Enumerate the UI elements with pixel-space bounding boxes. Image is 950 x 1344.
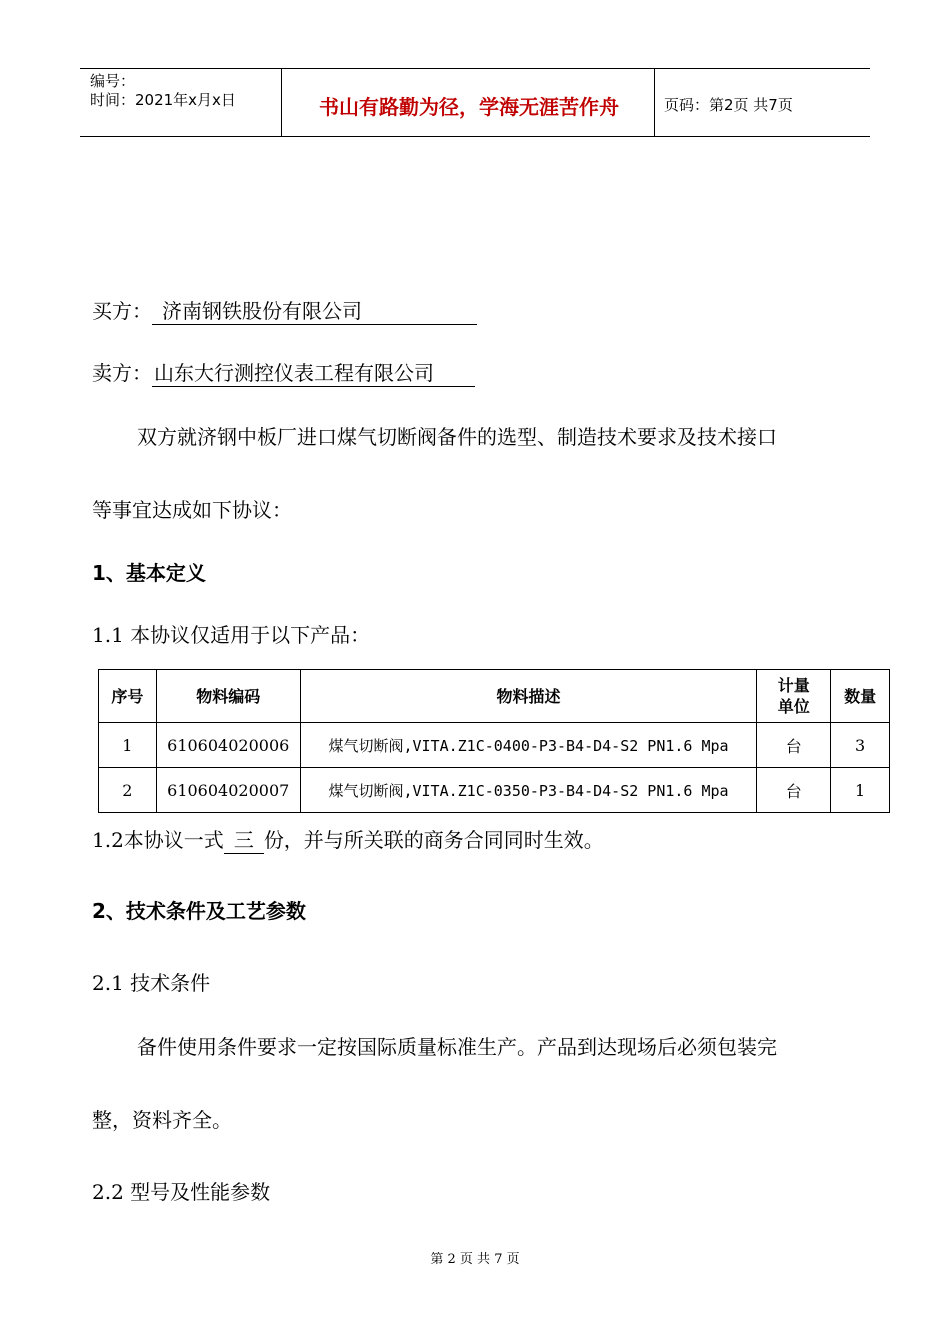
- header-time: 时间：2021年x月x日: [90, 91, 236, 109]
- section-2-heading: 2、技术条件及工艺参数: [92, 899, 306, 923]
- col-header-description: 物料描述: [300, 670, 757, 723]
- table-row: [99, 768, 890, 813]
- item-2-1: 2.1 技术条件: [92, 971, 211, 995]
- cell-index: 2: [99, 768, 157, 813]
- product-table: [98, 669, 890, 813]
- cell-unit: 台: [757, 768, 831, 813]
- intro-line-1: 双方就济钢中板厂进口煤气切断阀备件的选型、制造技术要求及技术接口: [137, 425, 777, 449]
- header-motto: 书山有路勤为径，学海无涯苦作舟: [319, 95, 619, 119]
- para-line-2: 整，资料齐全。: [92, 1108, 232, 1132]
- copies-count: 三: [224, 827, 264, 854]
- col-header-code: 物料编码: [156, 670, 300, 723]
- header-meta: [90, 72, 236, 110]
- buyer-label: 买方：: [92, 299, 152, 323]
- intro-line-2: 等事宜达成如下协议：: [92, 498, 292, 522]
- buyer-line: [92, 298, 477, 325]
- item-1-1: 1.1 本协议仅适用于以下产品：: [92, 623, 371, 647]
- col-header-quantity: 数量: [831, 670, 890, 723]
- cell-quantity: 1: [831, 768, 890, 813]
- section-1-heading: 1、基本定义: [92, 561, 206, 585]
- seller-name: 山东大行测控仪表工程有限公司: [152, 360, 475, 387]
- cell-code: 610604020006: [156, 723, 300, 768]
- buyer-name: 济南钢铁股份有限公司: [152, 298, 477, 325]
- item-1-2: 1.2本协议一式 三 份，并与所关联的商务合同同时生效。: [92, 828, 604, 852]
- header-number: 编号：: [90, 72, 136, 90]
- cell-quantity: 3: [831, 723, 890, 768]
- page-footer: 第 2 页 共 7 页: [430, 1252, 520, 1267]
- cell-description: 煤气切断阀,VITA.Z1C-0400-P3-B4-D4-S2 PN1.6 Mpa: [300, 723, 757, 768]
- col-header-index: 序号: [99, 670, 157, 723]
- col-header-unit: 计量单位: [757, 670, 831, 723]
- cell-code: 610604020007: [156, 768, 300, 813]
- page-header: [80, 68, 870, 137]
- cell-description: 煤气切断阀,VITA.Z1C-0350-P3-B4-D4-S2 PN1.6 Mpa: [300, 768, 757, 813]
- header-divider: [281, 69, 282, 136]
- seller-line: [92, 360, 475, 387]
- cell-unit: 台: [757, 723, 831, 768]
- header-page-number: 页码：第2页 共7页: [664, 96, 793, 114]
- seller-label: 卖方：: [92, 361, 152, 385]
- para-line-1: 备件使用条件要求一定按国际质量标准生产。产品到达现场后必须包装完: [137, 1035, 777, 1059]
- table-row: [99, 723, 890, 768]
- item-2-2: 2.2 型号及性能参数: [92, 1180, 271, 1204]
- table-header-row: [99, 670, 890, 723]
- cell-index: 1: [99, 723, 157, 768]
